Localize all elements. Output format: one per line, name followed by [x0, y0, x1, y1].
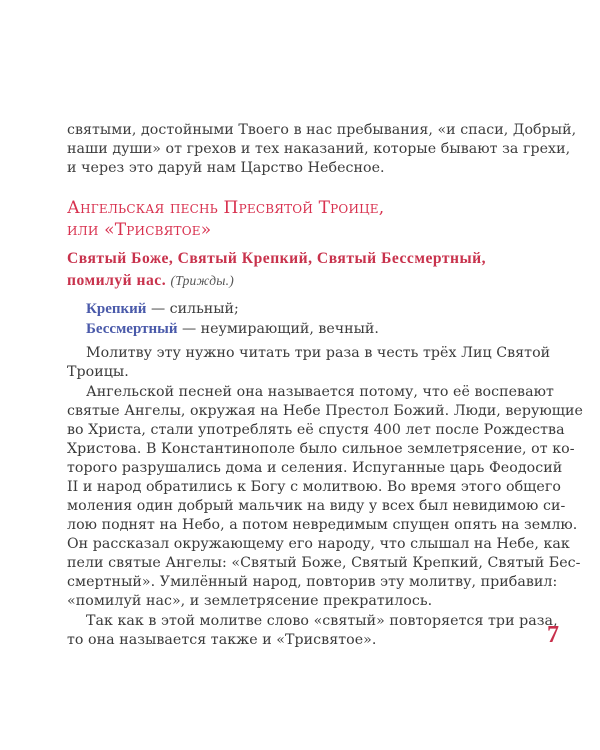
- text-line: Он рассказал окружающему его народу, что слышал на Небе, как: [67, 536, 570, 552]
- glossary-item: [86, 300, 239, 319]
- glossary-item: [86, 320, 379, 339]
- glossary-definition: — сильный;: [146, 301, 239, 317]
- page-number: 7: [547, 622, 559, 648]
- text-line: моления один добрый мальчик на виду у всех был невидимою си-: [67, 498, 566, 514]
- prayer-text-line-1: Святый Боже, Святый Крепкий, Святый Бессмертный,: [67, 250, 487, 267]
- text-line: то она называется также и «Трисвятое».: [67, 632, 377, 648]
- text-line: Ангельской песней она называется потому, что её воспевают: [86, 384, 554, 400]
- section-heading-line-2: или «Трисвятое»: [67, 220, 212, 240]
- text-line: лою поднят на Небо, а потом невредимым спущен опять на землю.: [67, 517, 578, 533]
- glossary-term: Бессмертный: [86, 321, 178, 337]
- text-line: пели святые Ангелы: «Святый Боже, Святый Крепкий, Святый Бес-: [67, 555, 581, 571]
- text-line: II и народ обратились к Богу с молитвою. Во время этого общего: [67, 479, 561, 495]
- text-line: Молитву эту нужно читать три раза в честь трёх Лиц Святой: [86, 345, 551, 361]
- text-line: и через это даруй нам Царство Небесное.: [67, 160, 385, 176]
- text-line: святыми, достойными Твоего в нас пребывания, «и спаси, Добрый,: [67, 122, 577, 138]
- glossary-term: Крепкий: [86, 301, 147, 317]
- text-line: Так как в этой молитве слово «святый» повторяется три раза,: [86, 613, 558, 629]
- text-line: торого разрушались дома и селения. Испуганные царь Феодосий: [67, 460, 563, 476]
- text-line: смертный». Умилённый народ, повторив эту молитву, прибавил:: [67, 574, 558, 590]
- section-heading-line-1: Ангельская песнь Пресвятой Троице,: [67, 198, 385, 218]
- text-line: Христова. В Константинополе было сильное землетрясение, от ко-: [67, 441, 575, 457]
- text-line: святые Ангелы, окружая на Небе Престол Божий. Люди, верующие: [67, 403, 584, 419]
- glossary-definition: — неумирающий, вечный.: [177, 321, 379, 337]
- prayer-text-line-2: [67, 270, 234, 292]
- text-line: «помилуй нас», и землетрясение прекратилось.: [67, 593, 433, 609]
- text-line: наши души» от грехов и тех наказаний, которые бывают за грехи,: [67, 141, 571, 157]
- prayer-note: (Трижды.): [170, 273, 234, 288]
- text-line: во Христа, стали употреблять её спустя 400 лет после Рождества: [67, 422, 565, 438]
- prayer-text: помилуй нас.: [67, 272, 167, 289]
- text-line: Троицы.: [67, 364, 129, 380]
